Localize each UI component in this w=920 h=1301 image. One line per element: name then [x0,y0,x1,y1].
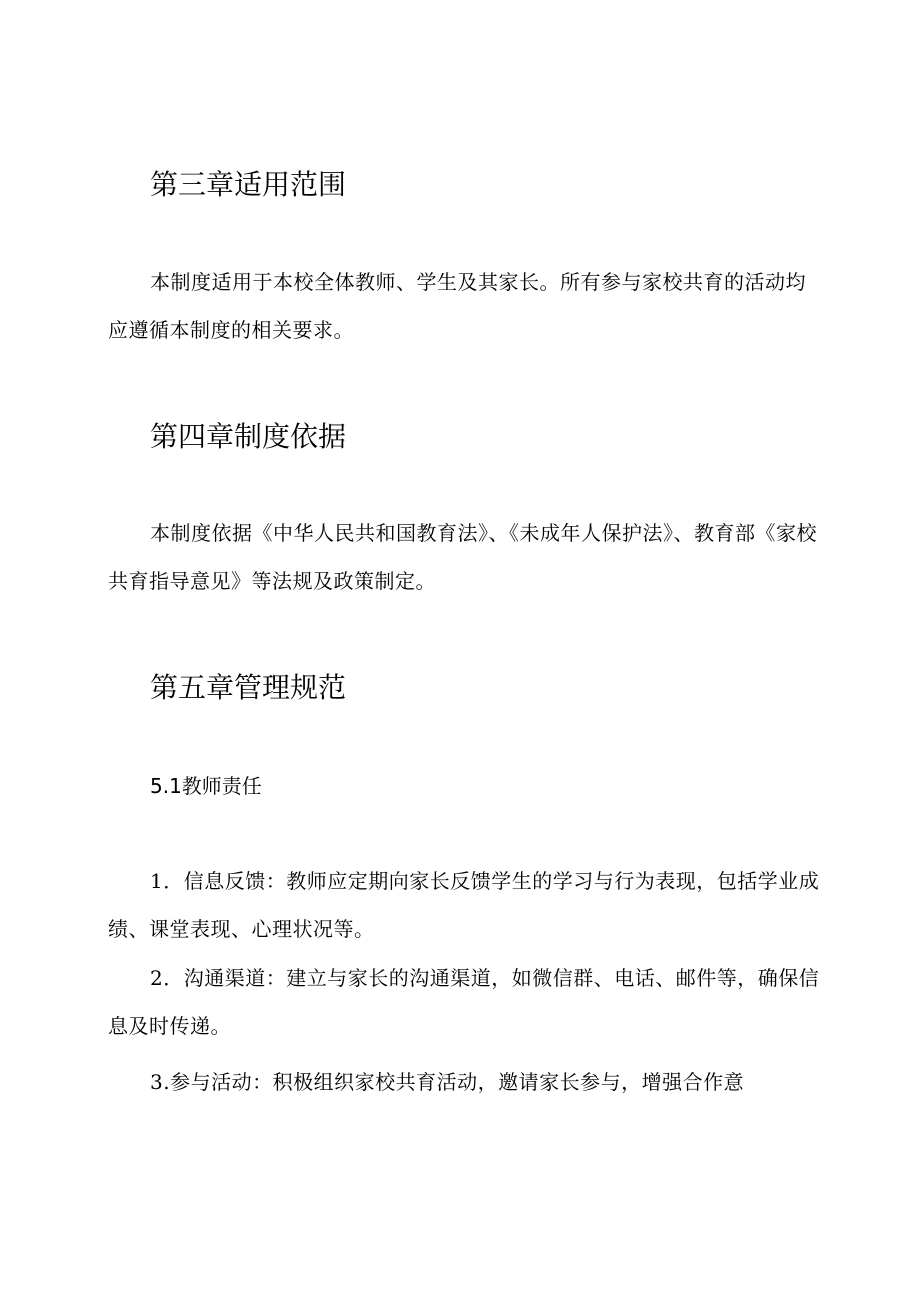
chapter-4-paragraph: 本制度依据《中华人民共和国教育法》、《未成年人保护法》、教育部《家校共育指导意见》等法规及政策制定。 [108,521,817,593]
chapter-4-heading: 第四章制度依据 [150,420,347,453]
chapter-3-paragraph: 本制度适用于本校全体教师、学生及其家长。所有参与家校共育的活动均应遵循本制度的相关要求。 [108,270,806,342]
section-5-1-title: 5.1教师责任 [150,774,262,798]
list-item: 1．信息反馈：教师应定期向家长反馈学生的学习与行为表现，包括学业成绩、课堂表现、心理状况等。 [108,869,820,941]
chapter-3-heading: 第三章适用范围 [150,168,347,201]
list-item: 2．沟通渠道：建立与家长的沟通渠道，如微信群、电话、邮件等，确保信息及时传递。 [108,966,820,1038]
list-item: 3.参与活动：积极组织家校共育活动，邀请家长参与，增强合作意 [150,1070,745,1094]
chapter-5-heading: 第五章管理规范 [150,671,347,704]
